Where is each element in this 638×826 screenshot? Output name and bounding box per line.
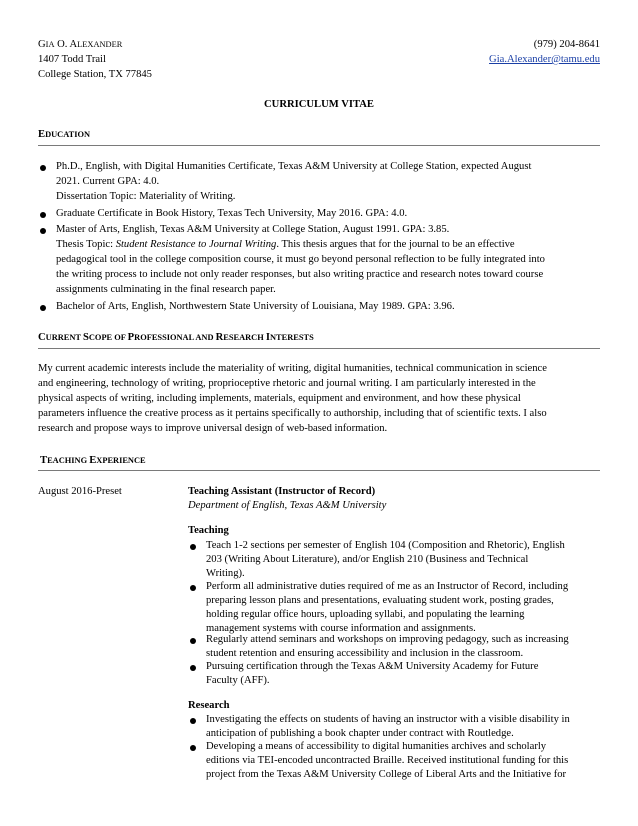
section-divider — [38, 348, 600, 349]
position-date: August 2016-Preset — [38, 486, 122, 497]
bullet-icon — [190, 638, 196, 644]
address-line-1: 1407 Todd Trail — [38, 54, 106, 65]
section-divider — [38, 470, 600, 471]
teaching-heading: TEACHING EXPERIENCE — [40, 455, 146, 466]
phone-number: (979) 204-8641 — [533, 39, 600, 50]
teaching-item-line: Perform all administrative duties required of me as an Instructor of Record, including — [206, 581, 569, 592]
teaching-item-line: 203 (Writing About Literature), and/or English 210 (Business and Technical — [206, 554, 529, 565]
research-item-line: project from the Texas A&M University College of Liberal Arts and the Initiative for — [206, 769, 567, 780]
applicant-name: GIA O. ALEXANDER — [38, 39, 123, 50]
interests-paragraph-line: and engineering, technology of writing, proprioceptive rhetoric and journal writing. I am particularly interested in the — [38, 378, 536, 389]
education-item-line: Ph.D., English, with Digital Humanities Certificate, Texas A&M University at College Station, expected August — [56, 161, 532, 172]
teaching-item-line: management systems with course information and assignments. — [206, 623, 476, 634]
bullet-icon — [190, 745, 196, 751]
teaching-item-line: Faculty (AFF). — [206, 675, 270, 686]
position-department: Department of English, Texas A&M University — [188, 500, 387, 511]
bullet-icon — [40, 305, 46, 311]
bullet-icon — [190, 585, 196, 591]
teaching-item-line: student retention and ensuring accessibility and inclusion in the classroom. — [206, 648, 524, 659]
research-item-line: editions via TEI-encoded uncontracted Braille. Received institutional funding for this — [206, 755, 569, 766]
bullet-icon — [190, 718, 196, 724]
education-item-line: pedagogical tool in the college composition course, it must go beyond personal reflection to be fully integrated into — [56, 254, 545, 265]
section-divider — [38, 145, 600, 146]
research-subheading: Research — [188, 700, 230, 711]
teaching-item-line: Regularly attend seminars and workshops on improving pedagogy, such as increasing — [206, 634, 569, 645]
bullet-icon — [40, 165, 46, 171]
document-title: CURRICULUM VITAE — [264, 99, 374, 110]
research-item-line: Investigating the effects on students of having an instructor with a visible disability in — [206, 714, 570, 725]
bullet-icon — [190, 665, 196, 671]
interests-heading: CURRENT SCOPE OF PROFESSIONAL AND RESEARCH INTERESTS — [38, 332, 314, 343]
teaching-item-line: Writing). — [206, 568, 245, 579]
interests-paragraph-line: research and propose ways to improve universal design of web-based information. — [38, 423, 388, 434]
interests-paragraph-line: My current academic interests include the materiality of writing, digital humanities, technical communication in science — [38, 363, 547, 374]
interests-paragraph-line: physical aspects of writing, including implements, materials, equipment and environment, and how these physical — [38, 393, 521, 404]
bullet-icon — [40, 228, 46, 234]
education-item-line: Dissertation Topic: Materiality of Writing. — [56, 191, 236, 202]
research-item-line: anticipation of publishing a book chapter under contract with Routledge. — [206, 728, 514, 739]
teaching-item-line: holding regular office hours, uploading syllabi, and populating the learning — [206, 609, 525, 620]
education-item-line: Bachelor of Arts, English, Northwestern State University of Louisiana, May 1989. GPA: 3.96. — [56, 301, 455, 312]
education-item-line: Graduate Certificate in Book History, Texas Tech University, May 2016. GPA: 4.0. — [56, 208, 408, 219]
email-link[interactable]: Gia.Alexander@tamu.edu — [489, 54, 600, 65]
education-item-line: assignments culminating in the final research paper. — [56, 284, 276, 295]
education-heading: EDUCATION — [38, 129, 91, 140]
position-role: Teaching Assistant (Instructor of Record) — [188, 486, 376, 497]
teaching-item-line: preparing lesson plans and presentations, evaluating student work, posting grades, — [206, 595, 554, 606]
education-item-line: Master of Arts, English, Texas A&M University at College Station, August 1991. GPA: 3.85. — [56, 224, 450, 235]
education-item-line: 2021. Current GPA: 4.0. — [56, 176, 160, 187]
research-item-line: Developing a means of accessibility to digital humanities archives and scholarly — [206, 741, 547, 752]
address-line-2: College Station, TX 77845 — [38, 69, 152, 80]
teaching-item-line: Pursuing certification through the Texas A&M University Academy for Future — [206, 661, 539, 672]
education-item-line: the writing process to include not only reader responses, but also writing practice and research notes toward course — [56, 269, 544, 280]
teaching-item-line: Teach 1-2 sections per semester of English 104 (Composition and Rhetoric), English — [206, 540, 565, 551]
thesis-line: Thesis Topic: Student Resistance to Journal Writing. This thesis argues that for the journal to be an effective — [56, 239, 515, 250]
bullet-icon — [40, 212, 46, 218]
bullet-icon — [190, 544, 196, 550]
interests-paragraph-line: parameters influence the creative process as it pertains specifically to authorship, including that of scientific texts. I also — [38, 408, 547, 419]
teaching-subheading: Teaching — [188, 525, 229, 536]
